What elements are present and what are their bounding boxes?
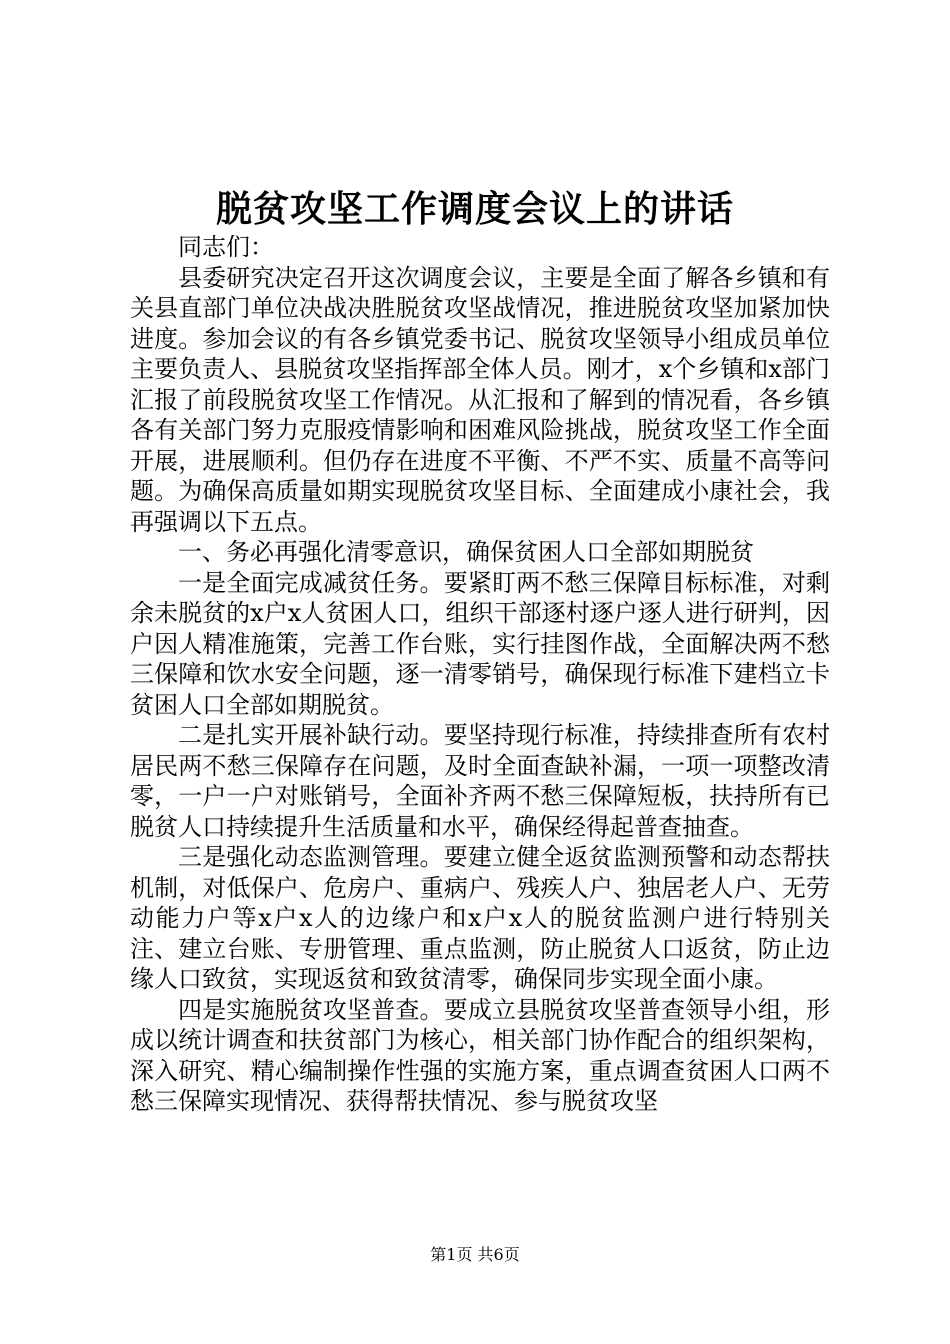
- body-paragraph: 县委研究决定召开这次调度会议，主要是全面了解各乡镇和有关县直部门单位决战决胜脱贫攻坚战情况，推进脱贫攻坚加紧加快进度。参加会议的有各乡镇党委书记、脱贫攻坚领导小组成员单位主要负责人、县脱贫攻坚指挥部全体人员。刚才，x个乡镇和x部门汇报了前段脱贫攻坚工作情况。从汇报和了解到的情况看，各乡镇各有关部门努力克服疫情影响和困难风险挑战，脱贫攻坚工作全面开展，进展顺利。但仍存在进度不平衡、不严不实、质量不高等问题。为确保高质量如期实现脱贫攻坚目标、全面建成小康社会，我再强调以下五点。: [130, 263, 830, 536]
- body-paragraph: 四是实施脱贫攻坚普查。要成立县脱贫攻坚普查领导小组，形成以统计调查和扶贫部门为核心，相关部门协作配合的组织架构，深入研究、精心编制操作性强的实施方案，重点调查贫困人口两不愁三保障实现情况、获得帮扶情况、参与脱贫攻坚: [130, 995, 830, 1115]
- page-footer: 第1页 共6页: [430, 1245, 520, 1264]
- body-paragraph: 三是强化动态监测管理。要建立健全返贫监测预警和动态帮扶机制，对低保户、危房户、重病户、残疾人户、独居老人户、无劳动能力户等x户x人的边缘户和x户x人的脱贫监测户进行特别关注、建立台账、专册管理、重点监测，防止脱贫人口返贫，防止边缘人口致贫，实现返贫和致贫清零，确保同步实现全面小康。: [130, 843, 830, 993]
- salutation-paragraph: 同志们：: [178, 233, 274, 261]
- document-body: [130, 232, 830, 1117]
- body-paragraph: 一是全面完成减贫任务。要紧盯两不愁三保障目标标准，对剩余未脱贫的x户x人贫困人口，组织干部逐村逐户逐人进行研判，因户因人精准施策，完善工作台账，实行挂图作战，全面解决两不愁三保障和饮水安全问题，逐一清零销号，确保现行标准下建档立卡贫困人口全部如期脱贫。: [130, 568, 830, 719]
- body-paragraph: 二是扎实开展补缺行动。要坚持现行标准，持续排查所有农村居民两不愁三保障存在问题，及时全面查缺补漏，一项一项整改清零，一户一户对账销号，全面补齐两不愁三保障短板，扶持所有已脱贫人口持续提升生活质量和水平，确保经得起普查抽查。: [130, 721, 830, 841]
- section-heading: 一、务必再强化清零意识，确保贫困人口全部如期脱贫: [178, 538, 754, 566]
- document-title: 脱贫攻坚工作调度会议上的讲话: [215, 188, 734, 230]
